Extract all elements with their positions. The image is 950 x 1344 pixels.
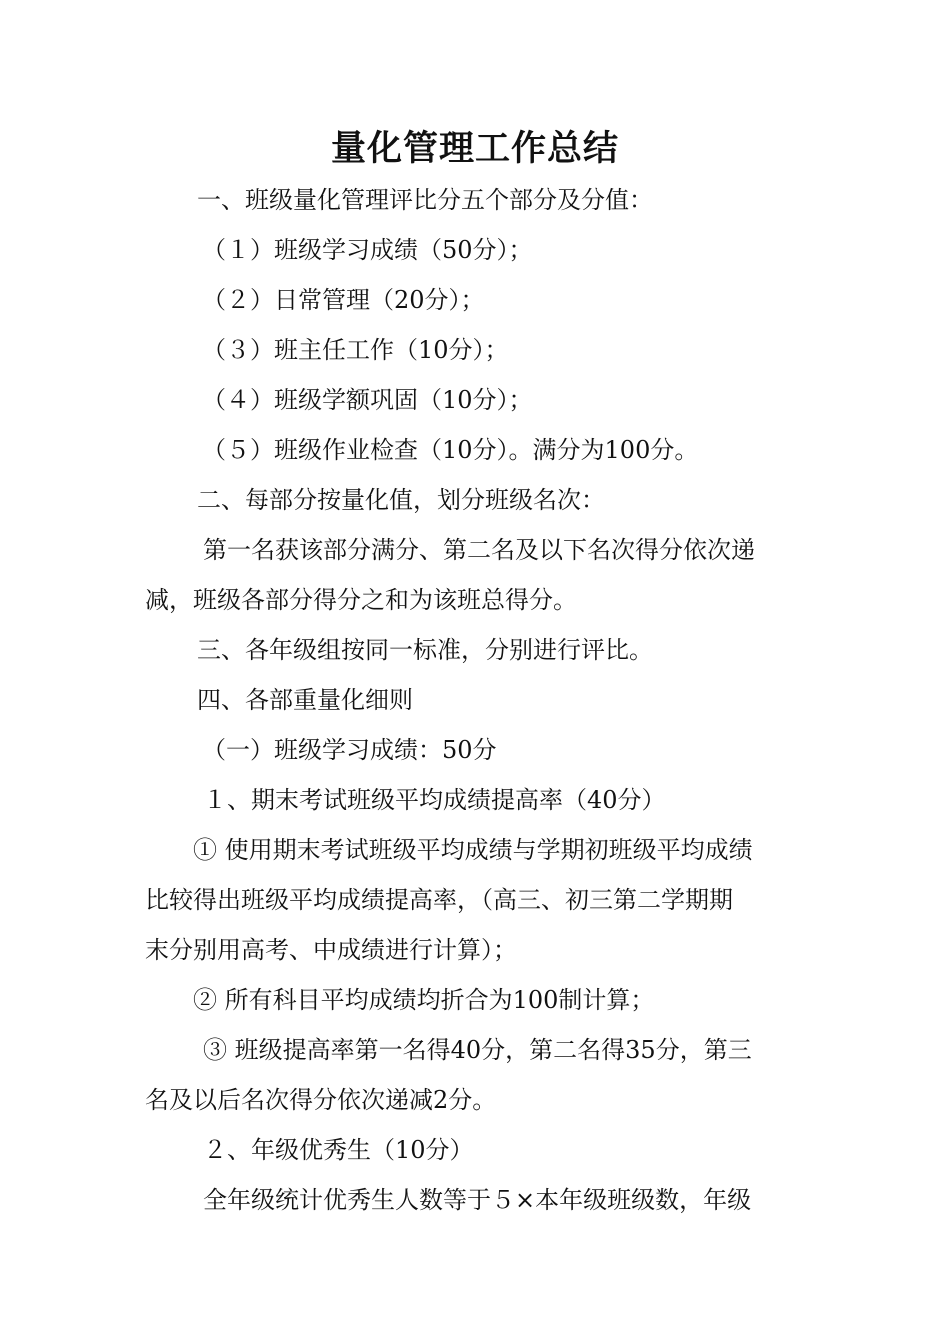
paragraph-line: 第一名获该部分满分、第二名及以下名次得分依次递 (203, 536, 755, 564)
list-item-3: （３）班主任工作（10分）； (202, 336, 509, 364)
document-title: 量化管理工作总结 (330, 128, 619, 169)
subsection-heading: （一）班级学习成绩：50分 (202, 736, 497, 764)
paragraph-line: 减，班级各部分得分之和为该班总得分。 (145, 586, 577, 614)
list-item-2: （２）日常管理（20分）； (202, 286, 485, 314)
list-item-5: （５）班级作业检查（10分）。满分为100分。 (202, 436, 699, 464)
section-heading-2: 二、每部分按量化值，划分班级名次： (197, 486, 605, 514)
paragraph-line: ③ 班级提高率第一名得40分，第二名得35分，第三 (203, 1036, 752, 1064)
item-heading-1: １、期末考试班级平均成绩提高率（40分） (203, 786, 666, 814)
item-heading-2: ２、年级优秀生（10分） (203, 1136, 474, 1164)
list-item-4: （４）班级学额巩固（10分）； (202, 386, 533, 414)
section-heading-1: 一、班级量化管理评比分五个部分及分值： (197, 186, 653, 214)
paragraph-line: 比较得出班级平均成绩提高率，（高三、初三第二学期期 (145, 886, 733, 914)
section-heading-3: 三、各年级组按同一标准，分别进行评比。 (197, 636, 653, 664)
paragraph-line: 名及以后名次得分依次递减2分。 (145, 1086, 497, 1114)
list-item-1: （１）班级学习成绩（50分）； (202, 236, 533, 264)
paragraph-line: 全年级统计优秀生人数等于５×本年级班级数，年级 (203, 1186, 752, 1214)
paragraph-line: ② 所有科目平均成绩均折合为100制计算； (193, 986, 655, 1014)
section-heading-4: 四、各部重量化细则 (197, 686, 413, 714)
paragraph-line: 末分别用高考、中成绩进行计算）； (145, 936, 517, 964)
paragraph-line: ① 使用期末考试班级平均成绩与学期初班级平均成绩 (193, 836, 753, 864)
